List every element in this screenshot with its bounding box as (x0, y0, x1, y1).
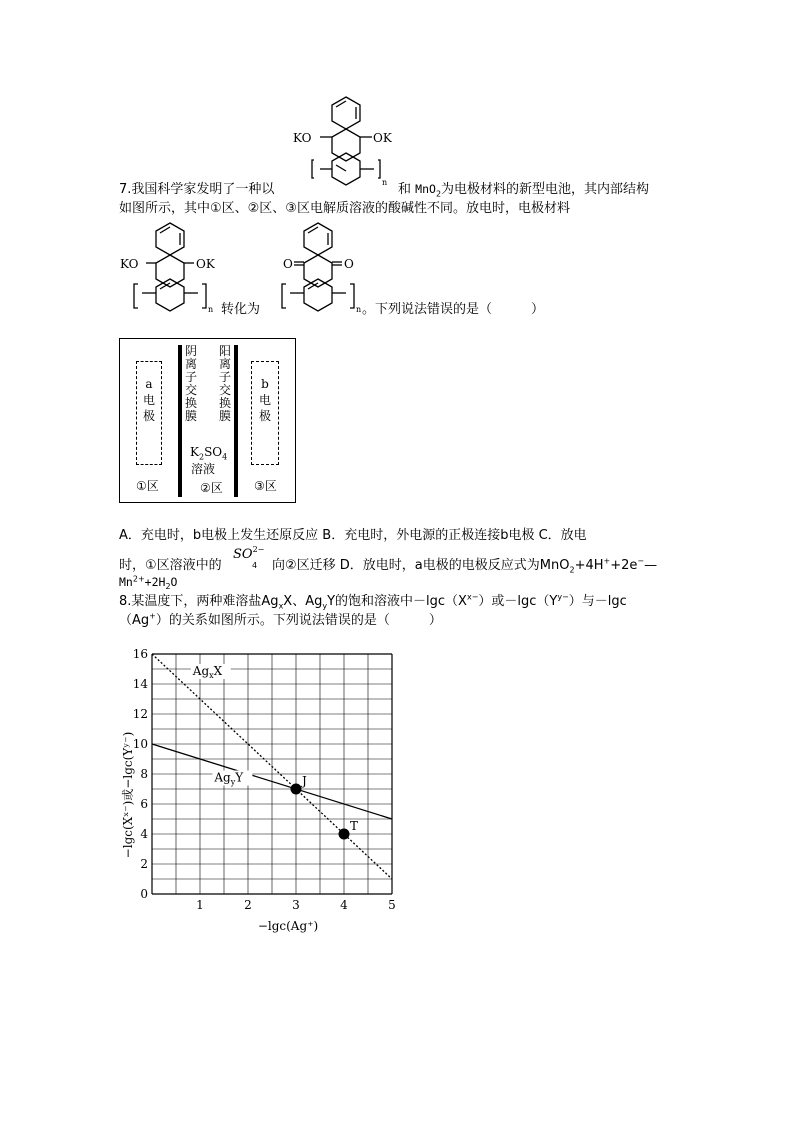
series-label-AgyY: $Ag_yY$ (214, 770, 244, 787)
a-electrode: a 电 极 (136, 361, 162, 465)
mol3-o-left: O (283, 257, 293, 271)
mol2-ko: KO (120, 257, 139, 271)
polymer-structure-3 (264, 218, 372, 318)
y-tick-label: 2 (140, 857, 148, 871)
y-axis-label: −lgc(Xˣ⁻)或−lgc(Yʸ⁻) (121, 731, 135, 859)
y-tick-label: 4 (140, 827, 148, 841)
point-label-J: J (302, 774, 307, 788)
mol3-o-right: O (344, 257, 354, 271)
y-tick-label: 14 (132, 677, 148, 691)
point-T (339, 829, 350, 840)
q8-line1: 8.某温度下，两种难溶盐$Ag_xX$、$Ag_yY$的饱和溶液中$-\lg c(X^{x-})$或$-\lg c(Y^{y-})$与－lgc (119, 592, 627, 611)
polymer-structure-2 (116, 218, 216, 318)
zone-3-label: ③区 (254, 479, 277, 493)
y-tick-label: 12 (132, 707, 148, 721)
solubility-chart (112, 640, 412, 940)
x-tick-label: 3 (292, 898, 300, 912)
point-label-T: T (350, 819, 359, 833)
y-tick-label: 10 (132, 737, 148, 751)
q8-number: 8. (119, 594, 132, 609)
x-tick-label: 4 (340, 898, 348, 912)
zone-2-label: ②区 (200, 481, 223, 495)
mol1-n: n (382, 178, 388, 187)
x-tick-label: 5 (388, 898, 396, 912)
b-electrode: b 电 极 (251, 361, 279, 465)
solution-label: 溶液 (191, 462, 216, 476)
q7-line3-end: 。下列说法错误的是（ ） (362, 302, 545, 317)
k2so4-label: $K_2SO_4$ (190, 445, 228, 462)
mol1-ko: KO (293, 131, 312, 145)
cation-membrane-label: 阳 离 子 交 换 膜 (218, 344, 231, 423)
q7-option-a: A．充电时，b电极上发生还原反应 B．充电时，外电源的正极连接b电极 C．放电 (119, 528, 587, 543)
q7-option-b: B．充电时，外电源的正极连接b电极 (322, 528, 535, 543)
anion-exchange-membrane-bar (178, 345, 182, 497)
so4-sub: 4 (252, 561, 258, 570)
so4-ion: $SO^{2-}$ (233, 545, 265, 562)
series-label-AgxX: $Ag_xX$ (192, 664, 223, 680)
mol2-n: n (208, 305, 214, 314)
q7-option-d: D．放电时，a电极的电极反应式为MnO (339, 558, 570, 573)
y-tick-label: 6 (140, 797, 148, 811)
mol2-ok: OK (196, 257, 215, 271)
polymer-structure-1 (292, 92, 392, 192)
zone-1-label: ①区 (136, 479, 159, 493)
x-tick-label: 1 (196, 898, 204, 912)
y-tick-label: 16 (132, 647, 148, 661)
q7-option-c-tail: 向②区迁移 D．放电时，a电极的电极反应式为MnO$_2$+4H++2e−— (272, 556, 658, 575)
y-tick-label: 0 (140, 887, 148, 901)
q8-line2: （Ag+）的关系如图所示。下列说法错误的是（ ） (119, 611, 442, 628)
x-axis-label: −lgc(Ag⁺) (257, 919, 319, 933)
q7-line1: 7.我国科学家发明了一种以 (119, 182, 275, 197)
cell-diagram (119, 338, 296, 503)
anion-membrane-label: 阴 离 子 交 换 膜 (184, 344, 197, 423)
q7-number: 7. (119, 182, 132, 197)
cation-exchange-membrane-bar (234, 345, 238, 497)
q7-transform-word: 转化为 (221, 302, 261, 317)
q7-line1-tail: 和 MnO$_2$为电极材料的新型电池，其内部结构 (398, 182, 650, 199)
q7-option-c-part2: 时，①区溶液中的 (119, 558, 222, 573)
q7-option-d-product: $Mn^{2+}+2H_2O$ (119, 574, 178, 592)
x-tick-label: 2 (244, 898, 252, 912)
point-J (291, 784, 302, 795)
mol1-ok: OK (373, 131, 392, 145)
y-tick-label: 8 (140, 767, 148, 781)
mol3-n: n (356, 305, 362, 314)
q7-option-c-part1: C．放电 (538, 528, 587, 543)
q7-line2: 如图所示，其中①区、②区、③区电解质溶液的酸碱性不同。放电时，电极材料 (119, 201, 570, 216)
